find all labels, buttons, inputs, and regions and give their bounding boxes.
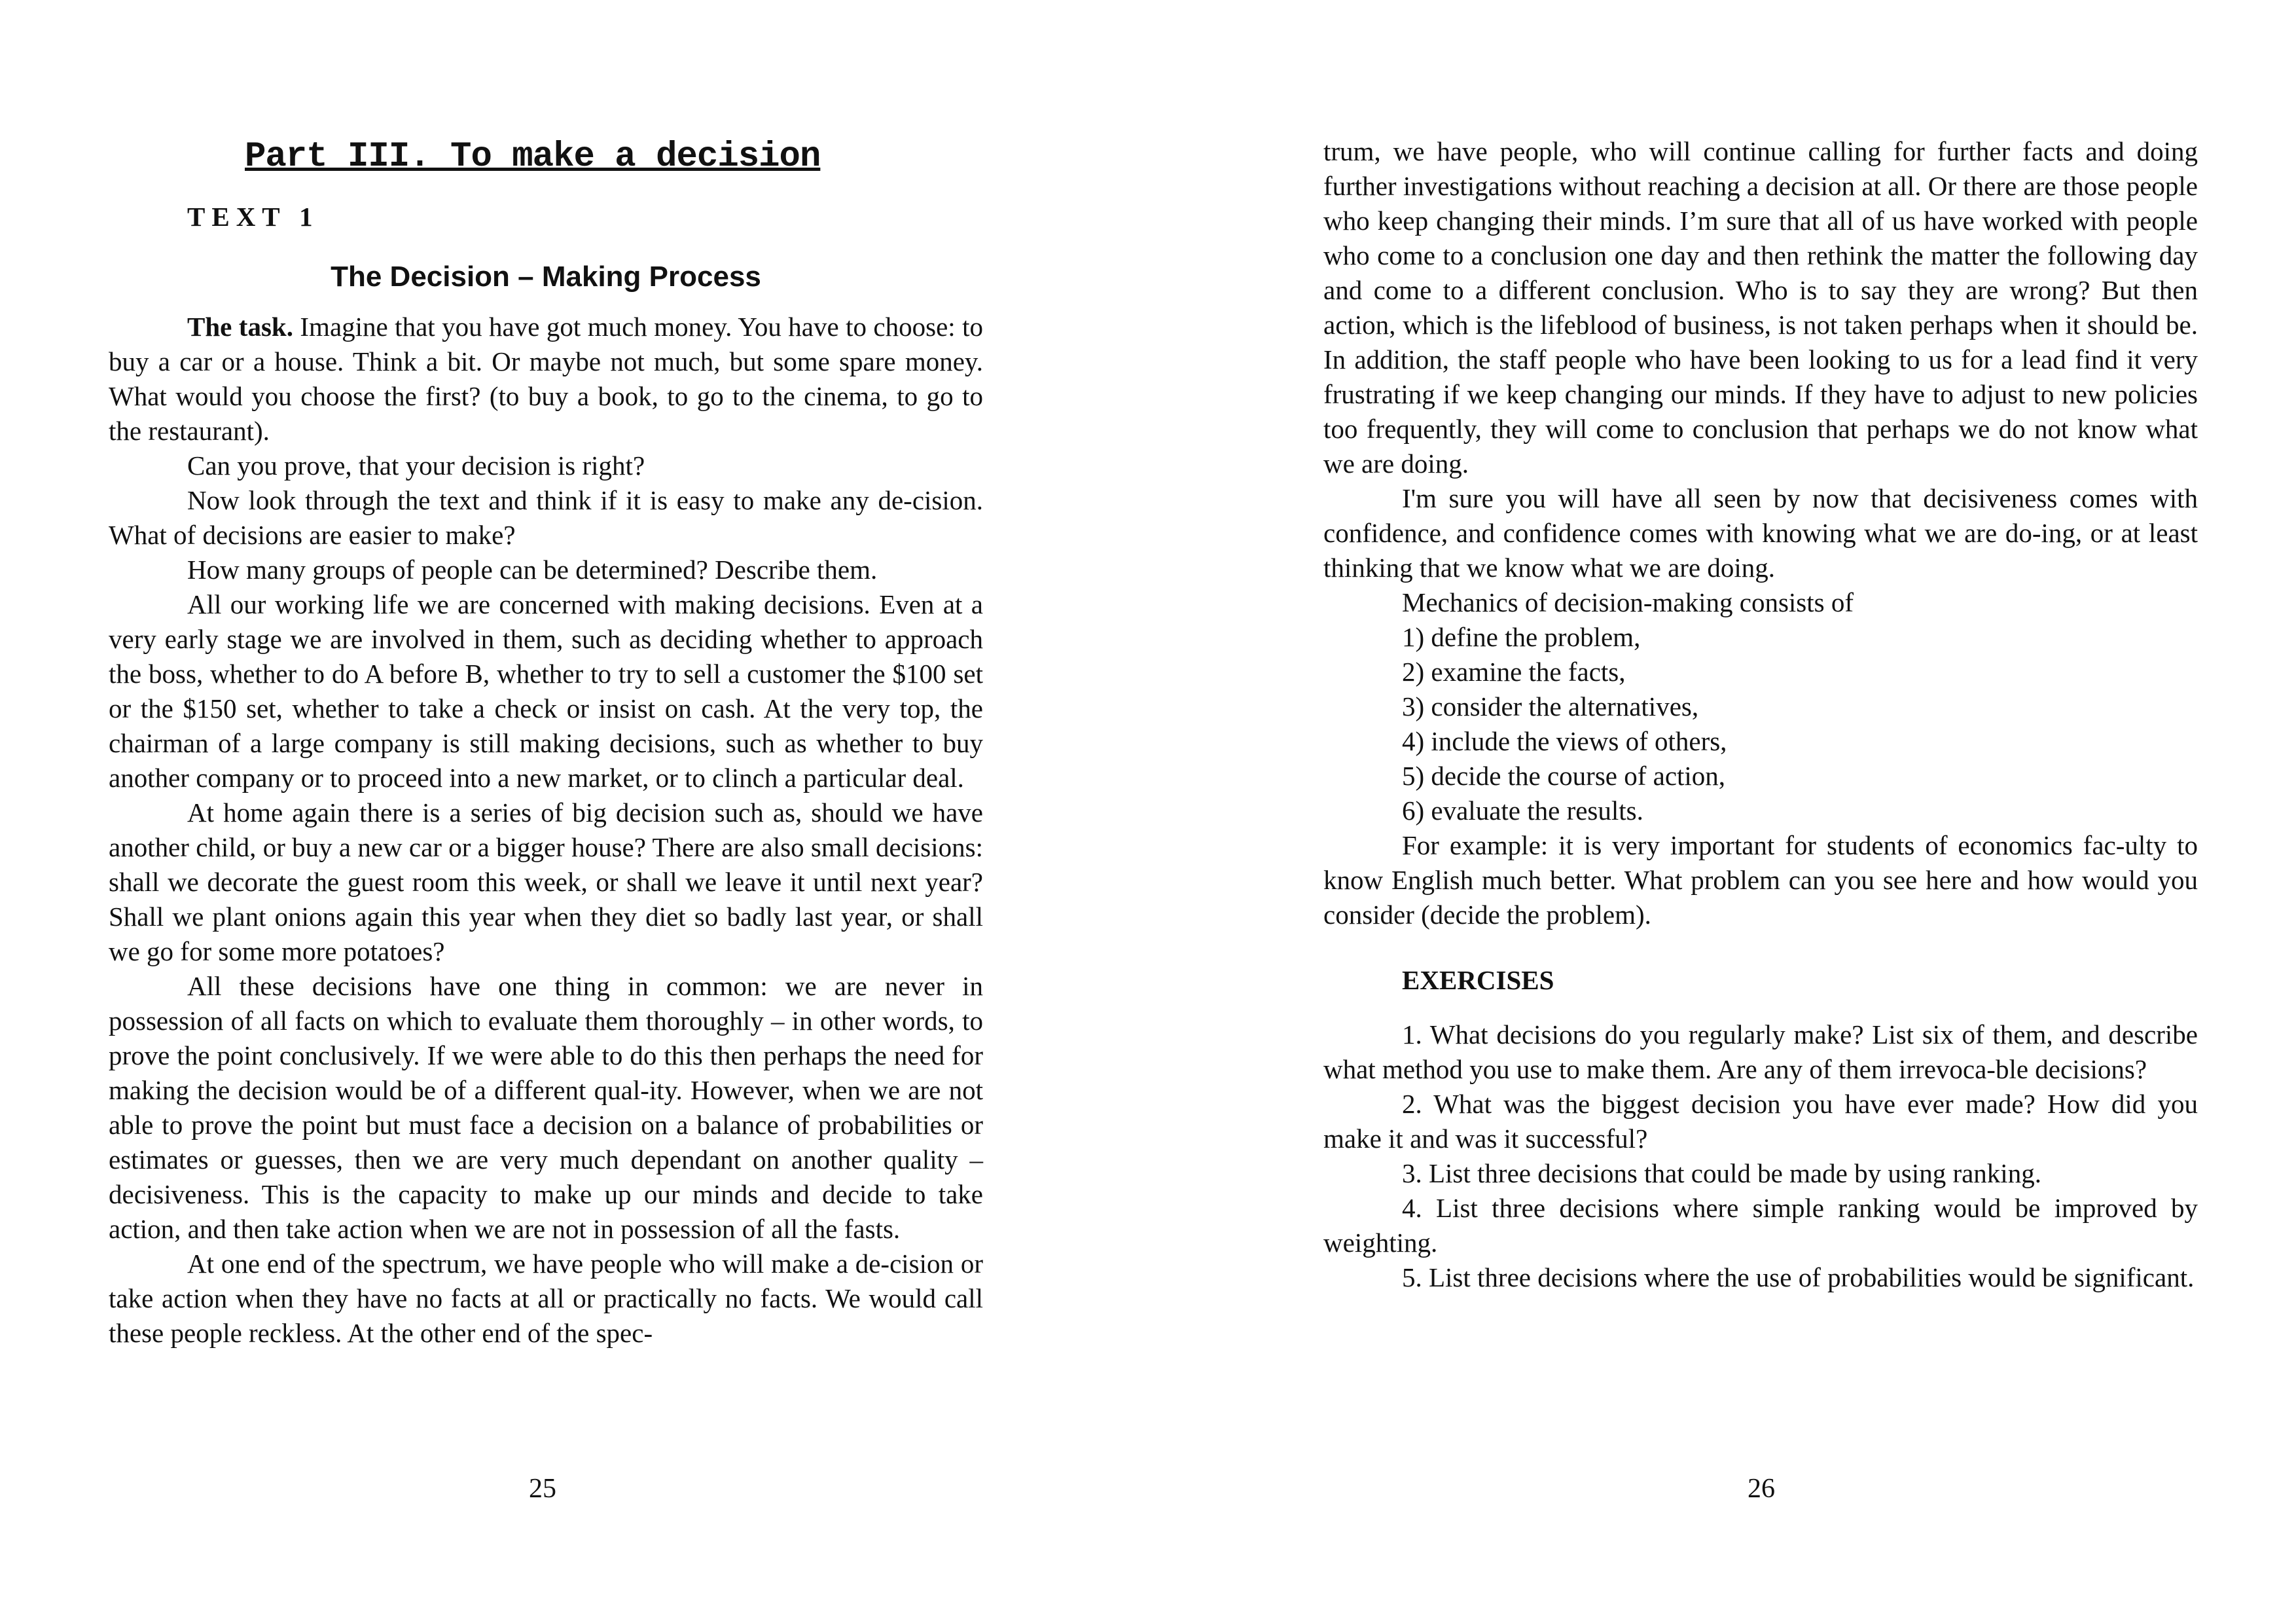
body-paragraph: All our working life we are concerned with making decisions. Even at a very early stage we are involved in them, such as deciding whether to approach the boss, whether to do A before B, whether to try to sell a customer the $100 set or the $150 set, whether to take a check or insist on cash. At the very top, the chairman of a large company is still making decisions, such as whether to buy another company or to proceed into a new market, or to clinch a particular deal. [109,589,983,793]
exercise-item: 5. List three decisions where the use of probabilities would be significant. [1402,1262,2195,1292]
body-paragraph: At one end of the spectrum, we have people who will make a de-cision or take action when they have no facts at all or practically no facts. We would call these people reckless. At the other end of the spec- [109,1249,983,1348]
section-title: The Decision – Making Process [331,261,761,293]
left-column [109,134,983,1351]
exercises-heading: EXERCISES [1402,965,1554,995]
example-paragraph: For example: it is very important for students of economics fac-ulty to know English much better. What problem can you see here and how would you consider (decide the problem). [1323,830,2198,930]
mechanics-intro: Mechanics of decision-making consists of [1402,587,1854,617]
page-number-left: 25 [529,1474,556,1504]
body-paragraph: At home again there is a series of big decision such as, should we have another child, or buy a new car or a bigger house? There are also small decisions: shall we decorate the guest room this week, or shall we leave it until next year? Shall we plant onions again this year when they diet so badly last year, or shall we go for some more potatoes? [109,797,983,966]
exercise-item: 4. List three decisions where simple ranking would be improved by weighting. [1323,1193,2198,1258]
mechanics-step: 3) consider the alternatives, [1402,691,1699,721]
decisiveness-paragraph: I'm sure you will have all seen by now that decisiveness comes with confidence, and confidence comes with knowing what we are do-ing, or at least thinking that we know what we are doing. [1323,483,2198,583]
mechanics-step: 1) define the problem, [1402,622,1641,652]
text-label: TEXT 1 [187,202,319,232]
body-paragraph: How many groups of people can be determined? Describe them. [187,555,878,585]
mechanics-step: 5) decide the course of action, [1402,761,1726,791]
right-column [1323,134,2198,1295]
task-label: The task. [187,312,293,342]
body-paragraph: All these decisions have one thing in common: we are never in possession of all facts on which to evaluate them thoroughly – in other words, to prove the point conclusively. If we were able to do this then perhaps the need for making the decision would be of a different qual-ity. However, when we are not able to prove the point but must face a decision on a balance of probabilities or estimates or guesses, then we are very much dependant on another quality – decisiveness. This is the capacity to make up our minds and decide to take action, and then take action when we are not in possession of all the fasts. [109,971,983,1244]
exercise-item: 1. What decisions do you regularly make? List six of them, and describe what method you use to make them. Are any of them irrevoca-ble decisions? [1323,1019,2198,1084]
mechanics-step: 4) include the views of others, [1402,726,1727,756]
body-paragraph: Can you prove, that your decision is right? [187,450,645,481]
exercise-item: 2. What was the biggest decision you have ever made? How did you make it and was it successful? [1323,1089,2198,1154]
exercise-item: 3. List three decisions that could be made by using ranking. [1402,1158,2041,1188]
part-title: Part III. To make a decision [245,137,821,177]
task-paragraph [109,310,983,448]
mechanics-step: 6) evaluate the results. [1402,795,1643,826]
continuation-paragraph: trum, we have people, who will continue calling for further facts and doing further investigations without reaching a decision at all. Or there are those people who keep changing their minds. I’m sure that all of us have worked with people who come to a conclusion one day and then rethink the matter the following day and come to a different conclusion. Who is to say they are wrong? But then action, which is the lifeblood of business, is not taken perhaps when it should be. In addition, the staff people who have been looking to us for a lead find it very frustrating if we keep changing our minds. If they have to adjust to new policies too frequently, they will come to conclusion that perhaps we do not know what we are doing. [1323,136,2198,479]
task-text: Imagine that you have got much money. You have to choose: to buy a car or a house. Think a bit. Or maybe not much, but some spare money. What would you choose the first? (to buy a book, to go to the cinema, to go to the restaurant). [109,312,983,446]
body-paragraph: Now look through the text and think if it is easy to make any de-cision. What of decisions are easier to make? [109,485,983,550]
mechanics-step: 2) examine the facts, [1402,657,1626,687]
page-number-right: 26 [1748,1474,1775,1504]
right-page [1148,0,2296,1623]
